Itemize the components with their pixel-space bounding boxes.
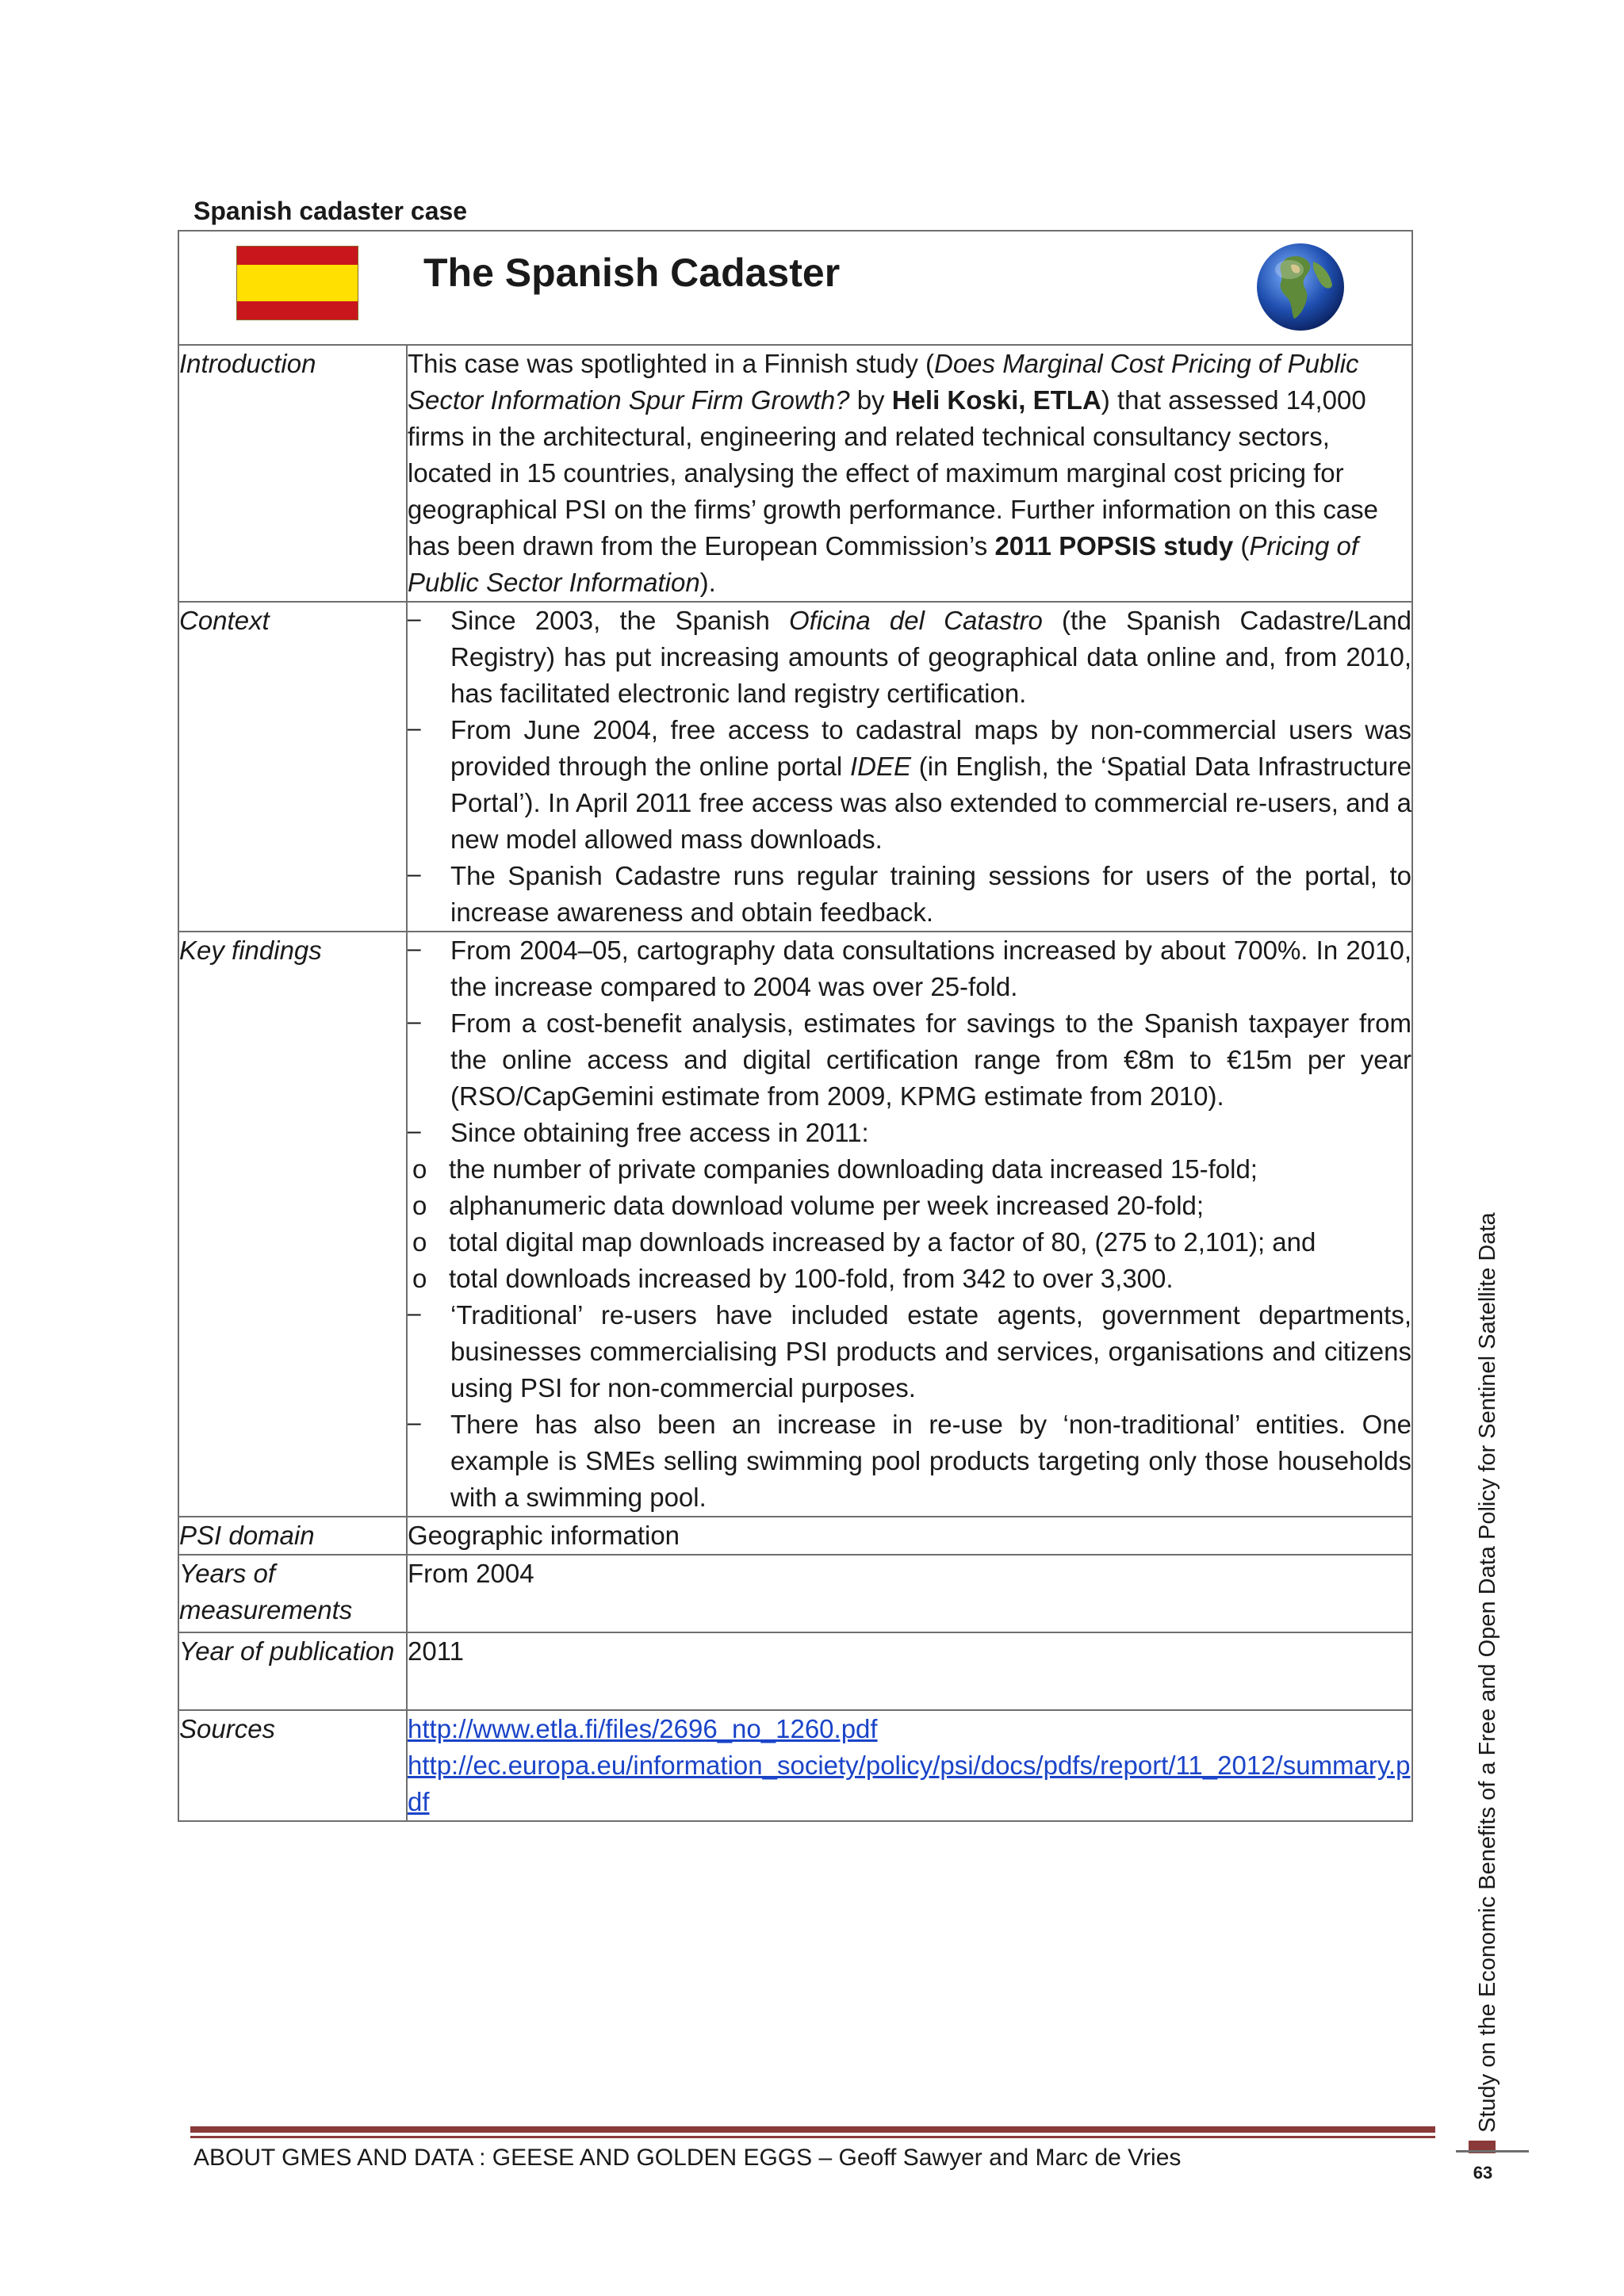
case-title: The Spanish Cadaster — [423, 251, 841, 295]
years-of-measurements-label: Years of measurements — [178, 1555, 407, 1632]
sub-list-item: o alphanumeric data download volume per week increased 20-fold; — [411, 1188, 1411, 1224]
study-author: Heli Koski, ETLA — [891, 385, 1101, 415]
sub-list-item: o the number of private companies downloading data increased 15-fold; — [411, 1151, 1411, 1188]
list-item: – Since 2003, the Spanish Oficina del Catastro (the Spanish Cadastre/Land Registry) has put increasing amounts of geographical data online and, from 2010, has facilitated electronic land registry certification. — [408, 603, 1411, 712]
list-item: – There has also been an increase in re-use by ‘non-traditional’ entities. One example is SMEs selling swimming pool products targeting only those households with a swimming pool. — [408, 1406, 1411, 1516]
year-of-publication-value: 2011 — [407, 1632, 1412, 1710]
list-item: – The Spanish Cadastre runs regular training sessions for users of the portal, to increase awareness and obtain feedback. — [408, 858, 1411, 931]
list-item: – From June 2004, free access to cadastral maps by non-commercial users was provided through the online portal IDEE (in English, the ‘Spatial Data Infrastructure Portal’). In April 2011 free access was also extended to commercial re-users, and a new model allowed mass downloads. — [408, 712, 1411, 858]
sub-list — [411, 1151, 1411, 1297]
psi-domain-label: PSI domain — [178, 1517, 407, 1555]
context-list — [408, 603, 1411, 931]
page-marker-line — [1456, 2150, 1529, 2152]
list-item: – From a cost-benefit analysis, estimates for savings to the Spanish taxpayer from the online access and digital certification range from €8m to €15m per year (RSO/CapGemini estimate from 2009, KPMG estimate from 2010). — [408, 1005, 1411, 1115]
spain-flag-icon — [236, 246, 358, 320]
footer-text: ABOUT GMES AND DATA : GEESE AND GOLDEN EGGS – Geoff Sawyer and Marc de Vries — [193, 2145, 1182, 2171]
intro-text: ( — [1233, 531, 1250, 561]
sidebar-title: Study on the Economic Benefits of a Free and Open Data Policy for Sentinel Satellite Data — [1475, 1212, 1500, 2133]
year-of-publication-label: Year of publication — [178, 1632, 407, 1710]
footer-rule — [190, 2136, 1435, 2138]
footer-rule — [190, 2126, 1435, 2133]
source-link[interactable]: http://ec.europa.eu/information_society/policy/psi/docs/pdfs/report/11_2012/summary.pdf — [408, 1751, 1411, 1816]
sub-list-item: o total downloads increased by 100-fold, from 342 to over 3,300. — [411, 1261, 1411, 1297]
years-of-measurements-value: From 2004 — [407, 1555, 1412, 1632]
row-years-of-measurements — [178, 1555, 1412, 1632]
intro-text: ) that assessed 14,000 firms in the architectural, engineering and related technical consultancy sectors, located in 15 countries, analysing the effect of maximum marginal cost pricing for geographical PSI on the firms’ growth performance. Further information on this case has been drawn from the European Commission’s — [408, 385, 1379, 561]
introduction-label: Introduction — [178, 345, 407, 602]
popsis-title: Pricing of Public Sector Information — [408, 531, 1358, 597]
sources-label: Sources — [178, 1710, 407, 1821]
section-heading: Spanish cadaster case — [193, 197, 468, 225]
case-header-cell — [178, 231, 1412, 345]
context-label: Context — [178, 602, 407, 932]
case-table — [178, 230, 1413, 1822]
globe-icon — [1254, 241, 1346, 333]
psi-domain-value: Geographic information — [407, 1517, 1412, 1555]
intro-text: by — [849, 385, 892, 415]
key-findings-list — [408, 932, 1411, 1516]
intro-text: ). — [699, 568, 716, 597]
row-key-findings — [178, 932, 1412, 1517]
row-context — [178, 602, 1412, 932]
key-findings-label: Key findings — [178, 932, 407, 1517]
row-sources — [178, 1710, 1412, 1821]
list-item: – Since obtaining free access in 2011: o the number of private companies downloading data increased 15-fold; o alphanumeric data download volume per week increased 20-fold; o total digital map downloads increased by a factor of 80, (275 to 2,101); and o total downloads increased by 100-fold, from 342 to over 3,300. — [408, 1115, 1411, 1297]
sources-value — [407, 1710, 1412, 1821]
source-link[interactable]: http://www.etla.fi/files/2696_no_1260.pdf — [408, 1714, 878, 1743]
popsis-study: 2011 POPSIS study — [994, 531, 1234, 561]
study-title: Does Marginal Cost Pricing of Public Sector Information Spur Firm Growth? — [408, 349, 1359, 415]
sub-list-item: o total digital map downloads increased by a factor of 80, (275 to 2,101); and — [411, 1224, 1411, 1261]
intro-text: This case was spotlighted in a Finnish study ( — [408, 349, 934, 378]
case-header-row — [178, 231, 1412, 345]
page-number: 63 — [1473, 2163, 1493, 2183]
list-item: – From 2004–05, cartography data consultations increased by about 700%. In 2010, the increase compared to 2004 was over 25-fold. — [408, 932, 1411, 1005]
context-value — [407, 602, 1412, 932]
introduction-value — [407, 345, 1412, 602]
row-psi-domain — [178, 1517, 1412, 1555]
key-findings-value — [407, 932, 1412, 1517]
row-introduction — [178, 345, 1412, 602]
row-year-of-publication — [178, 1632, 1412, 1710]
list-item: – ‘Traditional’ re-users have included estate agents, government departments, businesses commercialising PSI products and services, organisations and citizens using PSI for non-commercial purposes. — [408, 1297, 1411, 1406]
